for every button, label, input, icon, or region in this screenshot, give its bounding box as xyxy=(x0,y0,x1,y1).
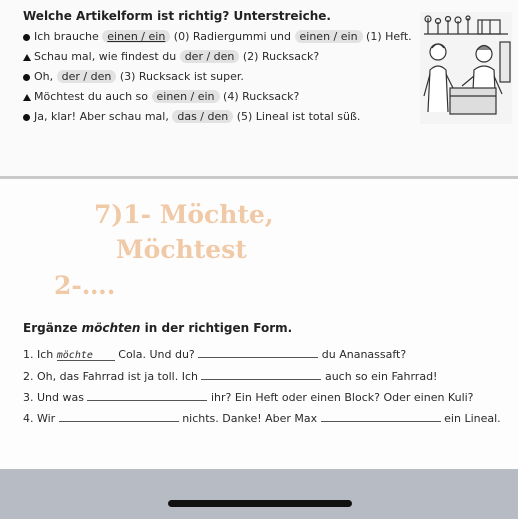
exercise-line: Oh, der / den (3) Rucksack ist super. xyxy=(23,70,244,83)
handwritten-answer: 7)1- Möchte, xyxy=(94,200,274,229)
exercise-line: Ich brauche einen / ein (0) Radiergummi und einen / ein (1) Heft. xyxy=(23,30,412,43)
answer-blank[interactable] xyxy=(87,390,207,401)
exercise-line: 1. Ich möchte Cola. Und du? du Ananassaft? xyxy=(23,348,407,361)
exercise-line: Schau mal, wie findest du der / den (2) Rucksack? xyxy=(23,50,319,63)
bullet-dot-icon xyxy=(23,114,30,121)
exercise-heading: Welche Artikelform ist richtig? Unterstreiche. xyxy=(23,9,331,23)
exercise-line: Ja, klar! Aber schau mal, das / den (5) Lineal ist total süß. xyxy=(23,110,360,123)
exercise-line: 2. Oh, das Fahrrad ist ja toll. Ich auch so ein Fahrrad! xyxy=(23,370,438,383)
article-choice: das / den xyxy=(172,110,233,123)
article-choice: einen / ein xyxy=(152,90,220,103)
article-choice: einen / ein xyxy=(295,30,363,43)
article-choice: der / den xyxy=(180,50,240,63)
shop-scene-illustration xyxy=(420,12,512,124)
home-indicator[interactable] xyxy=(168,500,352,507)
bullet-dot-icon xyxy=(23,74,30,81)
system-bottom-bar xyxy=(0,469,518,519)
answer-blank[interactable] xyxy=(201,369,321,380)
exercise-line: 4. Wir nichts. Danke! Aber Max ein Lineal. xyxy=(23,412,501,425)
bullet-triangle-icon xyxy=(23,54,31,61)
exercise-heading: Ergänze möchten in der richtigen Form. xyxy=(23,321,293,335)
article-choice: der / den xyxy=(57,70,117,83)
bullet-triangle-icon xyxy=(23,94,31,101)
exercise-line: 3. Und was ihr? Ein Heft oder einen Block? Oder einen Kuli? xyxy=(23,391,474,404)
exercise-line: Möchtest du auch so einen / ein (4) Rucksack? xyxy=(23,90,299,103)
bullet-dot-icon xyxy=(23,34,30,41)
answer-blank[interactable] xyxy=(198,347,318,358)
answer-blank[interactable] xyxy=(321,411,441,422)
answer-blank[interactable]: möchte xyxy=(57,350,115,361)
handwritten-answer: 2-…. xyxy=(54,271,116,300)
handwritten-answer: Möchtest xyxy=(116,235,247,264)
answer-blank[interactable] xyxy=(59,411,179,422)
article-choice: einen / ein xyxy=(102,30,170,43)
